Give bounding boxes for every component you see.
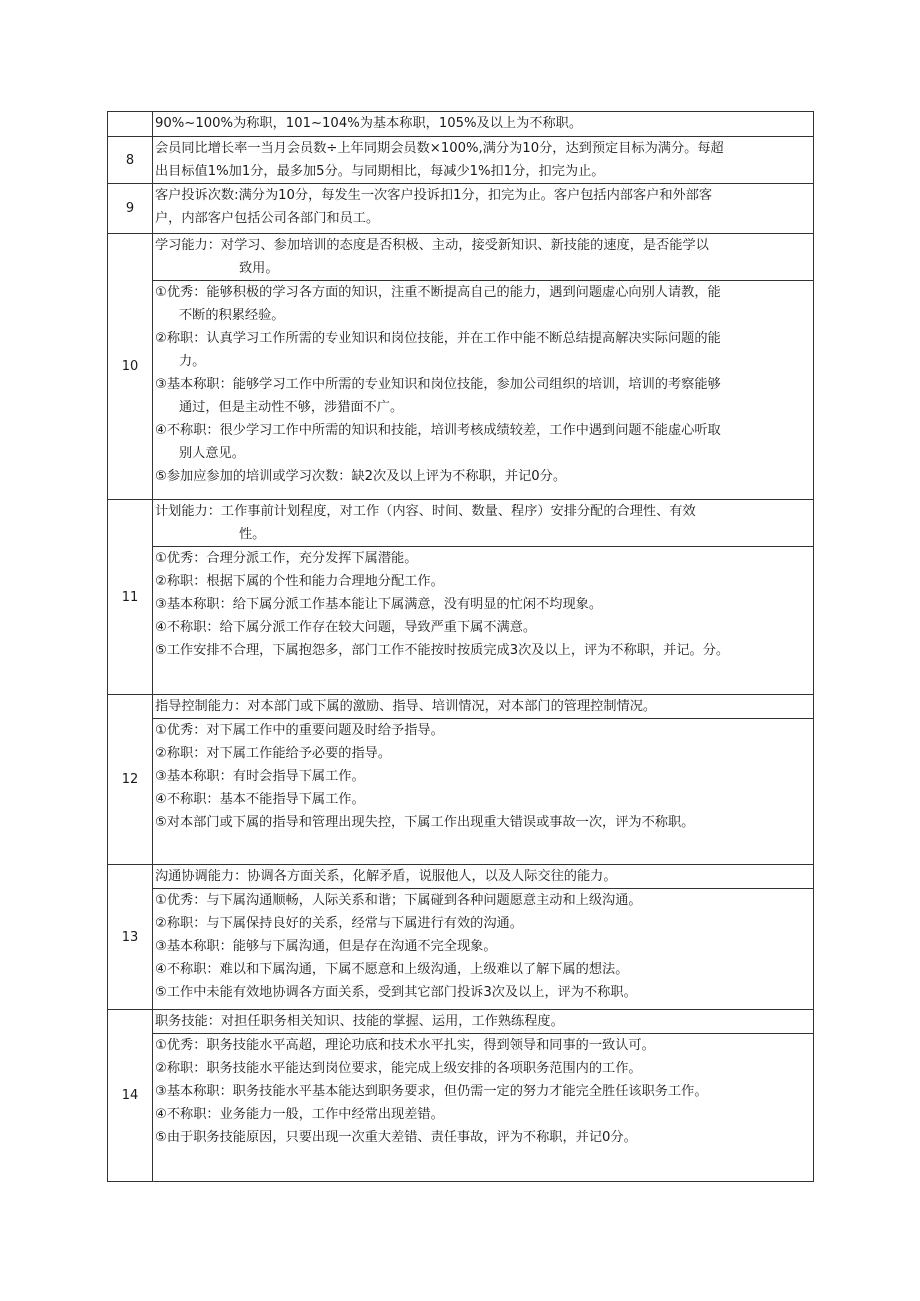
grade-basic: ③基本称职：职务技能水平基本能达到职务要求，但仍需一定的努力才能完全胜任该职务工作。	[155, 1084, 708, 1099]
row-number: 8	[108, 137, 153, 184]
row-number: 10	[108, 234, 153, 500]
table-row	[108, 234, 814, 500]
grade-incompetent: ④不称职：难以和下属沟通，下属不愿意和上级沟通，上级难以了解下属的想法。	[155, 962, 629, 977]
grade-incompetent: ④不称职：给下属分派工作存在较大问题，导致严重下属不满意。	[155, 620, 537, 635]
grade-excellent: ①优秀：合理分派工作，充分发挥下属潜能。	[155, 551, 418, 566]
grade-excellent: ①优秀：与下属沟通顺畅，人际关系和谐；下属碰到各种问题愿意主动和上级沟通。	[155, 893, 642, 908]
criteria-cell	[153, 865, 814, 1010]
evaluation-sheet	[107, 111, 813, 1182]
grade-rule: ⑤参加应参加的培训或学习次数：缺2次及以上评为不称职，并记0分。	[155, 469, 567, 484]
grade-rule: ⑤工作安排不合理，下属抱怨多，部门工作不能按时按质完成3次及以上，评为不称职，并记。分。	[155, 643, 730, 658]
grade-rule: ⑤对本部门或下属的指导和管理出现失控，下属工作出现重大错误或事故一次，评为不称职。	[155, 815, 695, 830]
criteria-text: 90%~100%为称职，101~104%为基本称职，105%及以上为不称职。	[155, 116, 583, 131]
criteria-cell	[153, 1010, 814, 1182]
table-row	[108, 865, 814, 1010]
criteria-heading: 指导控制能力：对本部门或下属的激励、指导、培训情况，对本部门的管理控制情况。	[153, 695, 813, 719]
row-number: 12	[108, 695, 153, 865]
criteria-heading: 计划能力：工作事前计划程度，对工作（内容、时间、数量、程序）安排分配的合理性、有效 性。	[153, 500, 813, 547]
row-number: 14	[108, 1010, 153, 1182]
grade-competent: ②称职：与下属保持良好的关系，经常与下属进行有效的沟通。	[155, 916, 523, 931]
table-row	[108, 695, 814, 865]
criteria-cell	[153, 112, 814, 137]
criteria-text: 户，内部客户包括公司各部门和员工。	[155, 211, 380, 226]
row-number: 9	[108, 184, 153, 234]
criteria-cell	[153, 184, 814, 234]
grade-excellent: ①优秀：能够积极的学习各方面的知识，注重不断提高自己的能力，遇到问题虚心向别人请教，能 不断的积累经验。	[155, 285, 721, 323]
criteria-heading: 学习能力：对学习、参加培训的态度是否积极、主动，接受新知识、新技能的速度，是否能学以 致用。	[153, 234, 813, 281]
row-number	[108, 112, 153, 137]
grade-incompetent: ④不称职：业务能力一般，工作中经常出现差错。	[155, 1107, 444, 1122]
grade-competent: ②称职：认真学习工作所需的专业知识和岗位技能，并在工作中能不断总结提高解决实际问题的能 力。	[155, 331, 721, 369]
grade-incompetent: ④不称职：很少学习工作中所需的知识和技能，培训考核成绩较差，工作中遇到问题不能虚心听取 别人意见。	[155, 423, 721, 461]
grade-basic: ③基本称职：给下属分派工作基本能让下属满意，没有明显的忙闲不均现象。	[155, 597, 603, 612]
criteria-text: 出目标值1%加1分，最多加5分。与同期相比，每减少1%扣1分，扣完为止。	[155, 164, 605, 179]
table-row	[108, 500, 814, 695]
row-number: 11	[108, 500, 153, 695]
table-row	[108, 137, 814, 184]
criteria-text: 会员同比增长率一当月会员数÷上年同期会员数×100%,满分为10分，达到预定目标为满分。每超	[155, 141, 724, 156]
criteria-cell	[153, 234, 814, 500]
grade-competent: ②称职：根据下属的个性和能力合理地分配工作。	[155, 574, 444, 589]
grade-basic: ③基本称职：能够与下属沟通，但是存在沟通不完全现象。	[155, 939, 497, 954]
table-row	[108, 1010, 814, 1182]
grade-incompetent: ④不称职：基本不能指导下属工作。	[155, 792, 365, 807]
grade-excellent: ①优秀：职务技能水平高超，理论功底和技术水平扎实，得到领导和同事的一致认可。	[155, 1038, 655, 1053]
grade-basic: ③基本称职：能够学习工作中所需的专业知识和岗位技能，参加公司组织的培训，培训的考察能够 通过，但是主动性不够，涉猎面不广。	[155, 377, 721, 415]
criteria-heading: 职务技能：对担任职务相关知识、技能的掌握、运用，工作熟练程度。	[153, 1010, 813, 1034]
evaluation-table	[107, 111, 814, 1182]
grade-rule: ⑤由于职务技能原因，只要出现一次重大差错、责任事故，评为不称职，并记0分。	[155, 1130, 637, 1145]
row-number: 13	[108, 865, 153, 1010]
grade-competent: ②称职：对下属工作能给予必要的指导。	[155, 746, 392, 761]
criteria-cell	[153, 500, 814, 695]
table-row	[108, 184, 814, 234]
grade-excellent: ①优秀：对下属工作中的重要问题及时给予指导。	[155, 723, 444, 738]
criteria-cell	[153, 137, 814, 184]
grade-rule: ⑤工作中未能有效地协调各方面关系，受到其它部门投诉3次及以上，评为不称职。	[155, 985, 637, 1000]
criteria-cell	[153, 695, 814, 865]
table-row	[108, 112, 814, 137]
criteria-text: 客户投诉次数:满分为10分，每发生一次客户投诉扣1分，扣完为止。客户包括内部客户和外部客	[155, 188, 713, 203]
criteria-heading: 沟通协调能力：协调各方面关系，化解矛盾，说服他人，以及人际交往的能力。	[153, 865, 813, 889]
grade-basic: ③基本称职：有时会指导下属工作。	[155, 769, 365, 784]
grade-competent: ②称职：职务技能水平能达到岗位要求，能完成上级安排的各项职务范围内的工作。	[155, 1061, 642, 1076]
